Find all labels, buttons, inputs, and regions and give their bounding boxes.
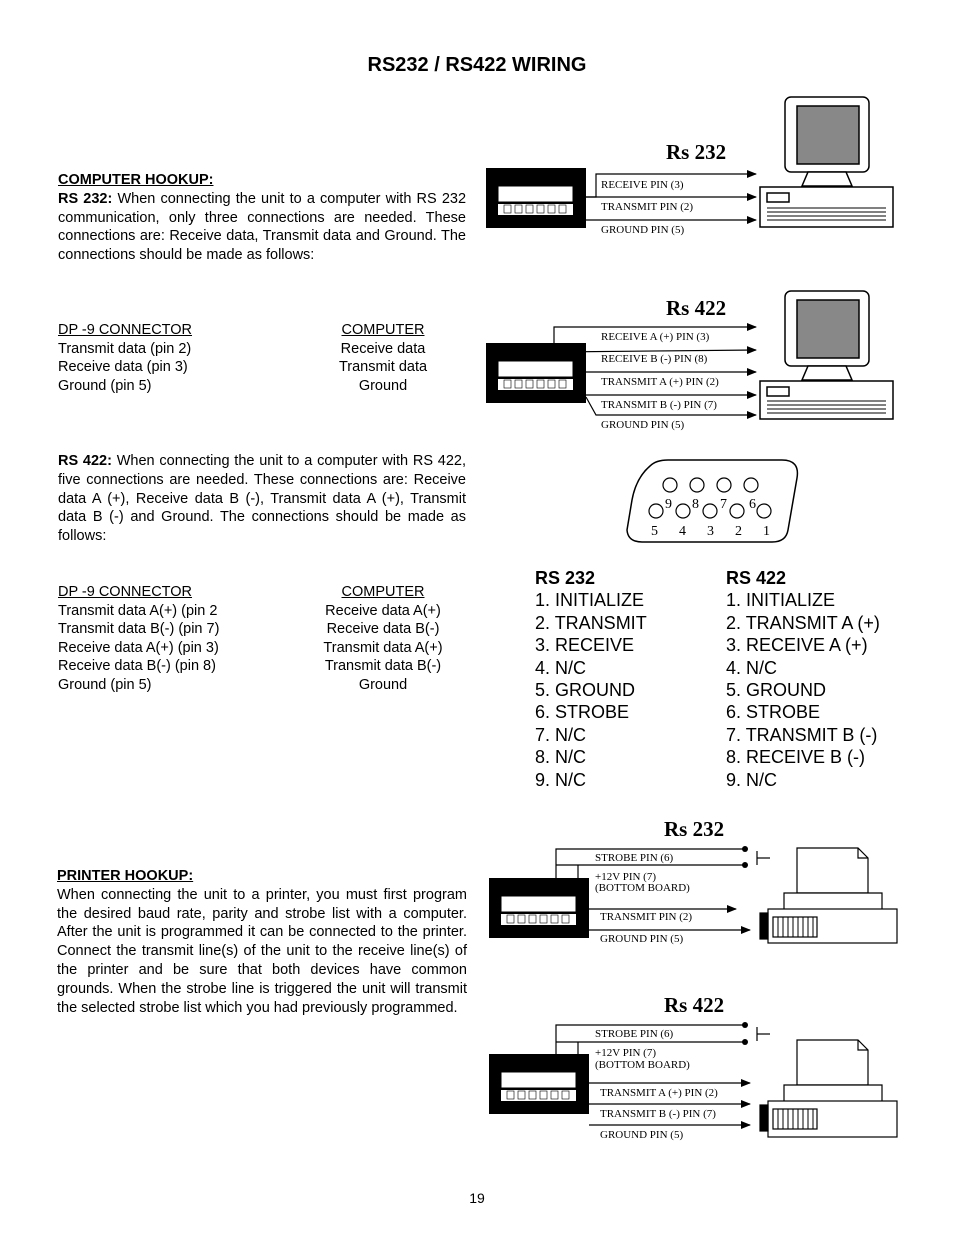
page-number: 19 [469, 1190, 485, 1206]
page-title: RS232 / RS422 WIRING [367, 54, 587, 76]
printer-hookup-heading: PRINTER HOOKUP: [57, 868, 194, 884]
list-item: 9. N/C [535, 769, 587, 790]
list-item: 3. RECEIVE [535, 635, 635, 656]
pin-number: 1 [763, 524, 770, 539]
pin-number: 7 [720, 497, 727, 512]
diagram-title: Rs 232 [666, 140, 727, 164]
diagram-title: Rs 422 [664, 993, 725, 1017]
wire-label: (BOTTOM BOARD) [595, 1059, 690, 1071]
wire-label: RECEIVE B (-) PIN (8) [601, 353, 708, 365]
meter-unit-icon [489, 1054, 589, 1114]
pin-number: 6 [749, 497, 756, 512]
wire-label: +12V PIN (7) [595, 1047, 656, 1059]
printer-rs232-diagram [489, 817, 897, 945]
list-item: 6. STROBE [535, 702, 630, 723]
table-cell: Receive data A(+) (pin 3) [58, 639, 219, 656]
printer-icon [760, 1040, 897, 1137]
table-cell: Receive data [340, 340, 426, 357]
table-cell: Receive data (pin 3) [58, 359, 188, 376]
wire-label: GROUND PIN (5) [601, 224, 685, 236]
computer-rs422-diagram [486, 291, 893, 431]
table-cell: Transmit data A(+) (pin 2 [58, 602, 218, 619]
list-item: 7. N/C [535, 724, 587, 745]
printer-icon [760, 848, 897, 943]
table-cell: Ground [358, 377, 408, 394]
table-cell: Receive data A(+) [325, 602, 441, 619]
table-header: DP -9 CONNECTOR [58, 584, 193, 600]
rs232-label: RS 232: [58, 190, 113, 207]
wire-label: RECEIVE PIN (3) [601, 179, 684, 191]
wire-label: GROUND PIN (5) [600, 1129, 684, 1141]
table-header: COMPUTER [341, 322, 425, 338]
wire-label: GROUND PIN (5) [601, 419, 685, 431]
table-cell: Transmit data [338, 359, 428, 376]
list-item: 2. TRANSMIT [535, 612, 647, 633]
list-item: 9. N/C [726, 769, 778, 790]
wire-label: TRANSMIT A (+) PIN (2) [601, 376, 719, 388]
table-cell: Ground (pin 5) [58, 377, 152, 394]
list-item: 8. N/C [535, 747, 587, 768]
wire-label: GROUND PIN (5) [600, 933, 684, 945]
pin-number: 5 [651, 524, 658, 539]
rs422-pinout-header: RS 422 [726, 568, 787, 588]
list-item: 4. N/C [726, 657, 778, 678]
list-item: 1. INITIALIZE [535, 590, 645, 611]
list-item: 3. RECEIVE A (+) [726, 635, 868, 656]
list-item: 6. STROBE [726, 702, 821, 723]
wire-label: TRANSMIT B (-) PIN (7) [600, 1108, 716, 1120]
table-cell: Ground [358, 676, 408, 693]
list-item: 7. TRANSMIT B (-) [726, 724, 878, 745]
pin-number: 8 [692, 497, 699, 512]
wire-label: +12V PIN (7) [595, 871, 656, 883]
table-cell: Transmit data A(+) [323, 639, 443, 656]
computer-rs232-diagram [486, 97, 893, 236]
pin-number: 4 [679, 524, 686, 539]
list-item: 5. GROUND [726, 680, 827, 701]
list-item: 2. TRANSMIT A (+) [726, 612, 880, 633]
wire-label: (BOTTOM BOARD) [595, 882, 690, 894]
meter-unit-icon [489, 878, 589, 938]
table-cell: Transmit data B(-) (pin 7) [58, 621, 220, 638]
list-item: 4. N/C [535, 657, 587, 678]
computer-icon [760, 97, 893, 227]
wire-label: TRANSMIT PIN (2) [600, 911, 693, 923]
pin-number: 2 [735, 524, 742, 539]
diagram-title: Rs 232 [664, 817, 725, 841]
computer-icon [760, 291, 893, 419]
rs232-pinout-header: RS 232 [535, 568, 596, 588]
table-cell: Transmit data (pin 2) [58, 340, 192, 357]
table-cell: Receive data B(-) [326, 621, 440, 638]
db9-connector-diagram [627, 460, 797, 542]
rs232-text: When connecting the unit to a computer with RS 232 communication, only three connections are needed. These connections are: Receive data, Transmit data and Ground. The connections should be made as follows: [58, 190, 467, 264]
pin-number: 9 [665, 497, 672, 512]
list-item: 8. RECEIVE B (-) [726, 747, 866, 768]
table-cell: Receive data B(-) (pin 8) [58, 658, 216, 675]
wire-label: RECEIVE A (+) PIN (3) [601, 331, 710, 343]
computer-hookup-heading: COMPUTER HOOKUP: [58, 172, 214, 188]
wire-label: TRANSMIT B (-) PIN (7) [601, 399, 717, 411]
wire-label: TRANSMIT PIN (2) [601, 201, 694, 213]
rs422-text: When connecting the unit to a computer with RS 422, five connections are needed. These connections are: Receive data A (+), Receive data B (-), Transmit data A (+), Transmit data B (-) and Ground. The connections should be made as follows: [58, 453, 467, 545]
pin-number: 3 [707, 524, 714, 539]
meter-unit-icon [486, 168, 586, 228]
printer-hookup-text: When connecting the unit to a printer, you must first program the desired baud rate, parity and strobe list with a computer. After the unit is programmed it can be connected to the printer. Connect the transmit line(s) of the unit to the receive line(s) of the printer and be sure that both devices have common grounds. When the strobe line is triggered the unit will transmit the selected strobe list which you had previously programmed. [57, 886, 467, 1016]
wire-label: STROBE PIN (6) [595, 852, 674, 864]
list-item: 5. GROUND [535, 680, 636, 701]
diagram-title: Rs 422 [666, 296, 727, 320]
list-item: 1. INITIALIZE [726, 590, 836, 611]
rs422-label: RS 422: [58, 453, 112, 469]
wire-label: TRANSMIT A (+) PIN (2) [600, 1087, 718, 1099]
table-cell: Transmit data B(-) [324, 658, 442, 675]
table-header: DP -9 CONNECTOR [58, 322, 193, 338]
table-header: COMPUTER [341, 584, 425, 600]
wire-label: STROBE PIN (6) [595, 1028, 674, 1040]
table-cell: Ground (pin 5) [58, 676, 152, 693]
printer-rs422-diagram [489, 993, 897, 1141]
